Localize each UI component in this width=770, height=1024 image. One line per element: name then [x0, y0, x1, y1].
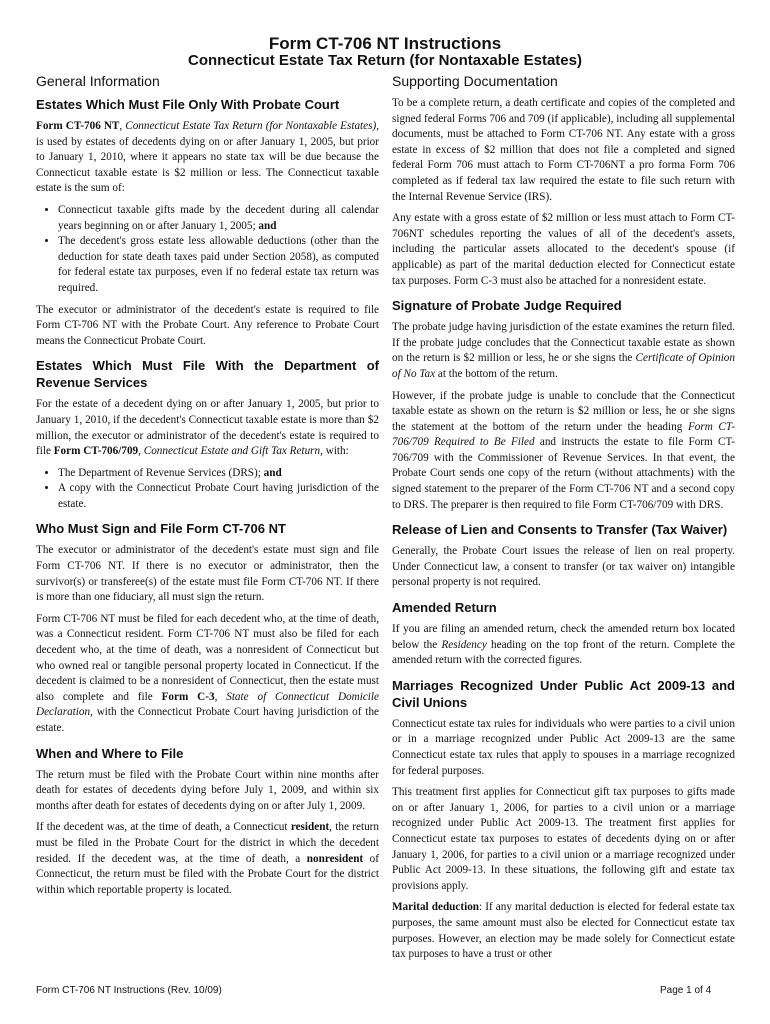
left-column [36, 72, 379, 904]
form-ref: Form CT-706 NT [36, 120, 120, 132]
text: The decedent's gross estate less allowable deductions (other than the deduction for state death taxes paid under Section 2058), as computed for federal estate tax purposes, even if no federal estate tax return was required. [58, 235, 379, 294]
drs-list [36, 466, 379, 513]
form-title: Connecticut Estate and Gift Tax Return [143, 445, 321, 458]
emphasis: nonresident [306, 852, 364, 865]
signature-heading: Signature of Probate Judge Required [392, 298, 622, 314]
footer-revision: Form CT-706 NT Instructions (Rev. 10/09) [36, 985, 222, 996]
text: at the bottom of the return. [435, 367, 558, 380]
form-ref: Form CT-706/709 [53, 445, 139, 458]
text: A copy with the Connecticut Probate Court having jurisdiction of the estate. [58, 482, 379, 510]
probate-paragraph-2: The executor or administrator of the decedent's estate is required to file Form CT-706 NT with the Probate Court. Any reference to Probate Court means the Connecticut Probate Court. [36, 303, 379, 347]
who-paragraph-2 [36, 612, 379, 737]
text: Connecticut taxable gifts made by the decedent during all calendar years beginning on or after January 1, 2005; [58, 203, 379, 232]
marriages-heading: Marriages Recognized Under Public Act 2009-13 and Civil Unions [392, 677, 735, 710]
drs-paragraph-1 [36, 397, 379, 459]
text: heading on the top front of the return. Complete the amended return with the corrected figures. [392, 638, 735, 667]
text: If you are filing an amended return, check the amended return box located below the [392, 623, 735, 651]
list-item [58, 481, 379, 512]
text: For the estate of a decedent dying on or after January 1, 2005, but prior to January 1, 2010, if the decedent's Connecticut taxable estate is more than $2 million, the executor or administrator of the decedent's estate is required to file [36, 398, 379, 458]
lien-heading: Release of Lien and Consents to Transfer (Tax Waiver) [392, 522, 728, 538]
support-paragraph-1: To be a complete return, a death certificate and copies of the completed and signed federal Forms 706 and 709 (if applicable), including all supplemental documents, must be attached to Form CT-706 NT. Any estate with a gross estate in excess of $2 million that does not file a completed and signed federal Form 706 must attach to Form CT-706NT a pro forma Form 706 completed as if federal tax law required the estate to file such return with the Internal Revenue Service (IRS). [392, 97, 735, 203]
form-ref: Form C-3 [161, 690, 215, 703]
right-column [392, 72, 735, 969]
emphasis: Residency [441, 638, 487, 651]
sep: , [214, 690, 227, 703]
text: However, if the probate judge is unable to conclude that the Connecticut taxable estate as shown on the return is $2 million or less, he or she signs the statement at the bottom of the return under the heading [392, 389, 735, 433]
list-item [58, 234, 379, 296]
text: : If any marital deduction is elected for federal estate tax purposes, the same amount must also be elected for Connecticut estate tax purposes. However, an election may be made solely for Connecticut estate tax purposes to have a trust or other [392, 901, 735, 961]
emphasis: Marital deduction [392, 901, 480, 914]
probate-paragraph-1 [36, 119, 379, 197]
marriages-paragraph-2: This treatment first applies for Connecticut gift tax purposes to gifts made on or after January 1, 2006, for parties to a civil union or a marriage recognized under Public Act 2009-13. The treatment first applies for Connecticut estate tax purposes to estates of decedents dying on or after January 1, 2006, for parties to a civil union or a marriage recognized under Public Act 2009-13. In these situations, the following gift and estate tax provisions apply. [392, 786, 735, 892]
general-info-heading: General Information [36, 73, 160, 89]
text: Form CT-706 NT must be filed for each decedent who, at the time of death, was a Connecticut resident. Form CT-706 NT must also be filed for each decedent who, at the time of death, was a nonresident of Connecticut but who owned real or tangible personal property located in Connecticut. If the decedent is claimed to be a nonresident of Connecticut, then the estate must also complete and file [36, 612, 379, 703]
when-paragraph-1: The return must be filed with the Probate Court within nine months after death for estates of decedents dying before July 1, 2009, and within six months after death for estates of decedents dying on or after July 1, 2009. [36, 768, 379, 812]
when-paragraph-2 [36, 820, 379, 898]
text: and instructs the estate to file Form CT-706/709 with the Commissioner of Revenue Services. In that event, the Probate Court sends one copy of the return (without attachments) with the signed statement to the preparer of the Form CT-706 NT and a second copy to DRS. The preparer is then required to file Form CT-706/709 with DRS. [392, 436, 736, 511]
form-title: Certificate of Opinion of No Tax [392, 352, 735, 380]
probate-list [36, 203, 379, 297]
probate-heading: Estates Which Must File Only With Probate Court [36, 97, 340, 112]
page-subtitle: Connecticut Estate Tax Return (for Nontaxable Estates) [188, 52, 582, 69]
lien-paragraph-1: Generally, the Probate Court issues the release of lien on real property. Under Connecticut law, a consent to transfer (or tax waiver on) intangible personal property is not required. [392, 545, 735, 589]
text: is used by estates of decedents dying on or after January 1, 2005, but prior to January 1, 2010, where it appears no state tax will be due because the Connecticut taxable estate is $2 million or less. The Connecticut taxable estate is the sum of: [36, 135, 379, 195]
marriages-paragraph-1: Connecticut estate tax rules for individuals who were parties to a civil union or in a marriage recognized under Public Act 2009-13 are the same Connecticut estate tax rules that apply to spouses in a marriage recognized for federal purposes. [392, 717, 735, 777]
when-heading: When and Where to File [36, 745, 184, 761]
list-item [58, 203, 379, 234]
who-heading: Who Must Sign and File Form CT-706 NT [36, 521, 286, 537]
text: , with the Connecticut Probate Court having jurisdiction of the estate. [36, 706, 379, 734]
support-heading: Supporting Documentation [392, 73, 558, 89]
footer-page-number: Page 1 of 4 [660, 985, 712, 996]
text: , with: [320, 445, 349, 458]
text: The probate judge having jurisdiction of the estate examines the return filed. If the probate judge concludes that the Connecticut taxable estate as shown on the return is $2 million or less, he or she signs the [392, 321, 735, 365]
marriages-paragraph-3 [392, 900, 735, 962]
drs-heading: Estates Which Must File With the Department of Revenue Services [36, 358, 379, 391]
sep: , [138, 445, 144, 458]
page-title: Form CT-706 NT Instructions [268, 34, 502, 53]
text: The Department of Revenue Services (DRS); [58, 466, 261, 479]
list-item [58, 466, 379, 482]
and-text: and [260, 466, 282, 479]
signature-paragraph-1 [392, 320, 735, 382]
amended-heading: Amended Return [392, 600, 497, 616]
text: , the return must be filed in the Probate Court for the district in which the decedent resided. If the decedent was, at the time of death, a [36, 821, 379, 865]
amended-paragraph-1 [392, 622, 735, 669]
text: of Connecticut, the return must be filed with the Probate Court for the district within which reportable property is located. [36, 852, 379, 896]
text: If the decedent was, at the time of death, a Connecticut [36, 821, 291, 834]
support-paragraph-2: Any estate with a gross estate of $2 million or less must attach to Form CT-706NT schedules reporting the values of all of the decedent's assets, including the particular assets allocated to the decedent's spouse (if applicable) as part of the marital deduction elected for Connecticut estate tax purposes. Form C-3 must also be attached for a nonresident estate. [392, 212, 735, 287]
who-paragraph-1: The executor or administrator of the decedent's estate must sign and file Form CT-706 NT. If there is no executor or administrator, then the survivor(s) or transferee(s) of the estate must file Form CT-706 NT. If there is more than one fiduciary, all must sign the return. [36, 544, 379, 604]
form-title: Form CT-706/709 Required to Be Filed [392, 420, 735, 449]
sep: , [119, 120, 126, 132]
form-title: Connecticut Estate Tax Return (for Nontaxable Estates), [125, 120, 379, 132]
emphasis: resident [290, 821, 330, 834]
form-title: State of Connecticut Domicile Declaration [36, 690, 379, 719]
and-text: and [255, 219, 277, 232]
signature-paragraph-2 [392, 389, 735, 514]
